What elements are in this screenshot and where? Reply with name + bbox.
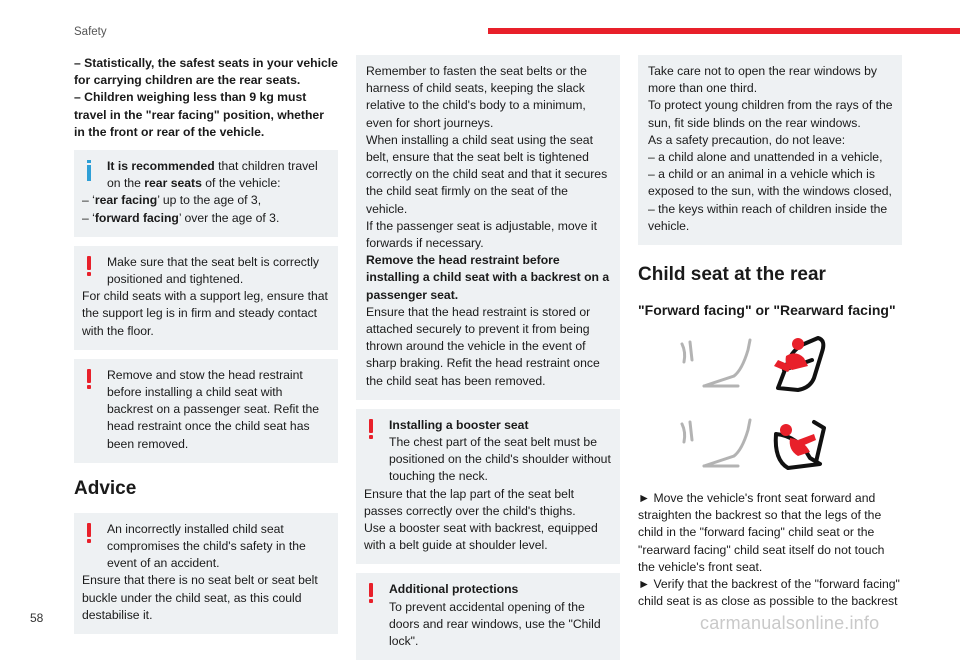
info-lead: It is recommended that children travel on the rear seats of the vehicle: <box>107 159 318 191</box>
box-paragraph: Ensure that the head restraint is stored or attached securely to prevent it from being thrown around the vehicle in the event of sharp braking. Refit the head restraint once the child seat has been removed. <box>366 304 600 388</box>
column-1 <box>74 55 338 634</box>
warning-text: Remove and stow the head restraint before installing a child seat with backrest on a passenger seat. Refit the head restraint once the child seat has been removed. <box>107 367 320 451</box>
warning-icon <box>369 583 373 597</box>
box-paragraph: When installing a child seat using the seat belt, ensure that the seat belt is tightened correctly on the child seat and that it secures the child seat firmly on the seat of the vehicle. <box>366 132 608 216</box>
warning-text: To prevent accidental opening of the doors and rear windows, use the "Child lock". <box>389 599 601 649</box>
box-paragraph: As a safety precaution, do not leave: <box>648 132 846 147</box>
box-list-item: – the keys within reach of children inside the vehicle. <box>648 201 888 233</box>
warning-text: Use a booster seat with backrest, equipped with a belt guide at shoulder level. <box>364 521 598 553</box>
warning-icon-dot <box>87 272 91 276</box>
rearward-facing-seat-icon <box>638 406 838 478</box>
warning-box-installation <box>74 513 338 634</box>
warning-text-2: Ensure that there is no seat belt or seat belt buckle under the child seat, as this could destabilise it. <box>82 573 318 622</box>
advice-heading: Advice <box>74 477 137 499</box>
header-accent-bar <box>488 28 960 34</box>
box-list-item: – a child or an animal in a vehicle which is exposed to the sun, with the windows closed, <box>648 167 892 199</box>
info-icon-bar <box>87 165 91 181</box>
info-box-windows <box>638 55 902 245</box>
info-box-recommendation <box>74 150 338 237</box>
column-2 <box>356 55 620 660</box>
column-3 <box>638 55 902 610</box>
box-paragraph-bold: Remove the head restraint before installing a child seat with a backrest on a passenger seat. <box>366 253 610 302</box>
instruction-step-1: ► Move the vehicle's front seat forward and straighten the backrest so that the legs of the child in the "forward facing" child seat or the "rearward facing" child seat itself do not touch the vehicle's front seat. <box>638 491 885 574</box>
warning-box-protections <box>356 573 620 660</box>
warning-icon-dot <box>369 599 373 603</box>
warning-icon <box>87 369 91 383</box>
subsection-heading: "Forward facing" or "Rearward facing" <box>638 302 896 319</box>
info-box-fastening <box>356 55 620 400</box>
info-icon <box>87 160 91 163</box>
intro-paragraph-1: – Statistically, the safest seats in your vehicle for carrying children are the rear seats. <box>74 56 338 88</box>
info-item-rear: – ‘rear facing’ up to the age of 3, <box>82 193 262 208</box>
intro-paragraph-2: – Children weighing less than 9 kg must travel in the "rear facing" position, whether in the front or rear of the vehicle. <box>74 90 324 139</box>
section-title: Safety <box>74 26 107 38</box>
box-paragraph: If the passenger seat is adjustable, move it forwards if necessary. <box>366 218 598 251</box>
warning-text-1: Make sure that the seat belt is correctly positioned and tightened. <box>107 254 320 287</box>
watermark: carmanualsonline.info <box>700 613 880 633</box>
warning-icon <box>87 256 91 270</box>
instruction-step-2: ► Verify that the backrest of the "forward facing" child seat is as close as possible to the backrest <box>638 577 900 609</box>
warning-text-1: An incorrectly installed child seat compromises the child's safety in the event of an accident. <box>107 521 306 571</box>
warning-icon-dot <box>87 539 91 543</box>
box-list-item: – a child alone and unattended in a vehicle, <box>648 150 883 165</box>
warning-text: Ensure that the lap part of the seat belt passes correctly over the child's thighs. <box>364 486 576 518</box>
warning-icon-dot <box>369 435 373 439</box>
warning-icon-dot <box>87 385 91 389</box>
warning-box-seatbelt <box>74 246 338 350</box>
page-number: 58 <box>30 611 44 625</box>
warning-text: The chest part of the seat belt must be positioned on the child's shoulder without touching the neck. <box>389 435 611 484</box>
warning-box-head-restraint <box>74 359 338 463</box>
warning-icon <box>369 419 373 433</box>
box-paragraph: To protect young children from the rays of the sun, fit side blinds on the rear windows. <box>648 98 893 130</box>
warning-title: Installing a booster seat <box>389 417 529 432</box>
forward-facing-seat-icon <box>638 330 838 402</box>
section-heading: Child seat at the rear <box>638 264 826 286</box>
box-paragraph: Remember to fasten the seat belts or the harness of child seats, keeping the slack relative to the child's body to a minimum, even for short journeys. <box>366 64 587 130</box>
warning-title: Additional protections <box>389 582 519 597</box>
rearward-facing-illustration <box>638 406 902 478</box>
forward-facing-illustration <box>638 330 902 402</box>
box-paragraph: Take care not to open the rear windows by more than one third. <box>648 64 877 96</box>
warning-text-2: For child seats with a support leg, ensure that the support leg is in firm and steady contact with the floor. <box>82 289 328 338</box>
warning-box-booster <box>356 409 620 565</box>
info-item-forward: – ‘forward facing’ over the age of 3. <box>82 210 280 225</box>
warning-icon <box>87 523 91 537</box>
